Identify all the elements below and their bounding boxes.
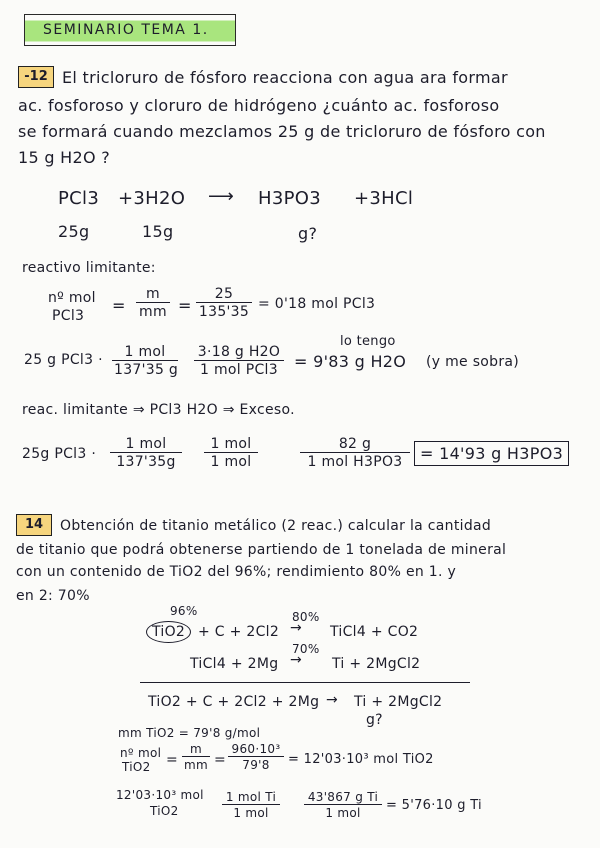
p12-nmol-label-top: nº mol xyxy=(48,290,96,306)
p12-fraction-values-den: 135'35 xyxy=(196,302,252,320)
p12-statement-line-3: se formará cuando mezclamos 25 g de tricloruro de fósforo con xyxy=(18,122,546,141)
p12-line3-start: 25g PCl3 · xyxy=(22,446,97,462)
problem-12-badge: -12 xyxy=(18,66,54,88)
p14-equals-a: = xyxy=(166,752,179,768)
p12-note-lo-tengo: lo tengo xyxy=(340,334,396,349)
p14-equals-b: = xyxy=(214,752,227,768)
p14-sum-reactants: TiO2 + C + 2Cl2 + 2Mg xyxy=(148,694,320,710)
p14-fraction-values xyxy=(228,742,284,772)
p12-fraction-m-den: mm xyxy=(136,302,170,320)
p12-line2-fraction-1 xyxy=(112,344,178,378)
p12-limiting-line: reac. limitante ⇒ PCl3 H2O ⇒ Exceso. xyxy=(22,402,295,418)
p12-fraction-values xyxy=(196,286,252,320)
p14-fraction-values-num: 960·10³ xyxy=(231,742,281,756)
p12-product-hcl: +3HCl xyxy=(354,188,414,209)
p12-line2-f1-den: 137'35 g xyxy=(114,362,179,378)
p14-r1-tio2-circled: TiO2 xyxy=(146,621,191,643)
p12-line3-f1-num: 1 mol xyxy=(125,436,167,452)
p14-last-start-top: 12'03·10³ mol xyxy=(116,788,204,802)
p12-line3-f3-den: 1 mol H3PO3 xyxy=(300,452,410,470)
p14-r2-arrow: → xyxy=(290,652,303,668)
p14-molar-mass: mm TiO2 = 79'8 g/mol xyxy=(118,726,261,740)
p14-last-fraction-2 xyxy=(304,790,382,820)
p14-sum-unknown: g? xyxy=(366,712,383,728)
p14-sum-divider xyxy=(140,682,470,683)
p12-line2-comment: (y me sobra) xyxy=(426,354,520,370)
p14-sum-arrow: → xyxy=(326,692,339,708)
p12-equals-2: = xyxy=(178,296,192,315)
p14-r2-yield: 70% xyxy=(292,642,320,656)
p12-statement-line-1: El tricloruro de fósforo reacciona con agua ara formar xyxy=(62,68,508,87)
p14-statement-line-3: con un contenido de TiO2 del 96%; rendimiento 80% en 1. y xyxy=(16,564,457,580)
p14-r1-yield: 80% xyxy=(292,610,320,624)
p14-statement-line-2: de titanio que podrá obtenerse partiendo de 1 tonelada de mineral xyxy=(16,542,507,558)
p12-line2-start: 25 g PCl3 · xyxy=(24,352,103,368)
p14-last-f1-den: 1 mol xyxy=(222,804,280,820)
p14-last-f1-num: 1 mol Ti xyxy=(225,790,277,804)
p12-statement-line-4: 15 g H2O ? xyxy=(18,148,111,167)
p12-fraction-m-num: m xyxy=(146,286,160,302)
p12-mol-result: = 0'18 mol PCl3 xyxy=(258,296,376,312)
p12-line3-f2-den: 1 mol xyxy=(204,452,258,470)
p12-line3-f1-den: 137'35g xyxy=(110,452,182,470)
p12-line2-result: = 9'83 g H2O xyxy=(294,352,407,371)
p12-limiting-heading: reactivo limitante: xyxy=(22,260,156,276)
p12-unknown-mass: g? xyxy=(298,224,318,243)
problem-14-badge: 14 xyxy=(16,514,52,536)
p14-fraction-m-mm xyxy=(182,742,210,772)
p12-line3-fraction-1 xyxy=(110,436,182,470)
p14-last-f2-den: 1 mol xyxy=(304,804,382,820)
p14-mol-result: = 12'03·10³ mol TiO2 xyxy=(288,752,434,767)
p14-r1-arrow: → xyxy=(290,620,303,636)
p14-last-fraction-1 xyxy=(222,790,280,820)
p12-line3-fraction-3 xyxy=(300,436,410,470)
p12-line3-f2-num: 1 mol xyxy=(210,436,252,452)
page-title: SEMINARIO TEMA 1. xyxy=(43,22,209,38)
p14-last-start-bottom: TiO2 xyxy=(150,804,179,818)
p14-statement-line-4: en 2: 70% xyxy=(16,588,90,604)
p12-mass-pcl3: 25g xyxy=(58,222,90,241)
p14-statement-line-1: Obtención de titanio metálico (2 reac.) calcular la cantidad xyxy=(60,518,492,534)
p12-reactant-pcl3: PCl3 xyxy=(58,188,100,209)
p14-r1-products: TiCl4 + CO2 xyxy=(330,624,419,640)
p12-line2-f1-num: 1 mol xyxy=(124,344,166,360)
p12-statement-line-2: ac. fosforoso y cloruro de hidrógeno ¿cuánto ac. fosforoso xyxy=(18,96,500,115)
p12-line2-f2-den: 1 mol PCl3 xyxy=(194,360,284,378)
p14-sum-products: Ti + 2MgCl2 xyxy=(354,694,443,710)
p14-nmol-bottom: TiO2 xyxy=(122,760,151,774)
p14-nmol-top: nº mol xyxy=(120,746,162,760)
p12-final-answer-box: = 14'93 g H3PO3 xyxy=(414,441,569,466)
p12-mass-h2o: 15g xyxy=(142,222,174,241)
p12-final-answer xyxy=(414,444,569,463)
p12-fraction-m-mm xyxy=(136,286,170,320)
p12-fraction-values-num: 25 xyxy=(214,286,234,302)
p14-r1-tio2 xyxy=(146,624,191,640)
p14-fraction-m-num: m xyxy=(190,742,202,756)
p12-line2-fraction-2 xyxy=(194,344,284,378)
p12-line3-f3-num: 82 g xyxy=(338,436,372,452)
p12-product-h3po3: H3PO3 xyxy=(258,188,321,209)
p12-line3-fraction-2 xyxy=(204,436,258,470)
p14-fraction-m-den: mm xyxy=(182,756,210,772)
p14-fraction-values-den: 79'8 xyxy=(228,756,284,772)
p14-r1-percent: 96% xyxy=(170,604,198,618)
p14-r2-products: Ti + 2MgCl2 xyxy=(332,656,421,672)
p12-reactant-h2o: +3H2O xyxy=(118,188,186,209)
p14-r1-reactants: + C + 2Cl2 xyxy=(198,624,280,640)
p14-r2-reactants: TiCl4 + 2Mg xyxy=(190,656,279,672)
p14-last-f2-num: 43'867 g Ti xyxy=(307,790,379,804)
p12-nmol-label-bottom: PCl3 xyxy=(52,308,85,324)
p12-line2-f2-num: 3·18 g H2O xyxy=(197,344,281,360)
p12-equals-1: = xyxy=(112,296,126,315)
p14-final-answer: = 5'76·10 g Ti xyxy=(386,798,482,813)
title-box xyxy=(24,14,236,46)
p12-reaction-arrow: ⟶ xyxy=(208,186,235,207)
